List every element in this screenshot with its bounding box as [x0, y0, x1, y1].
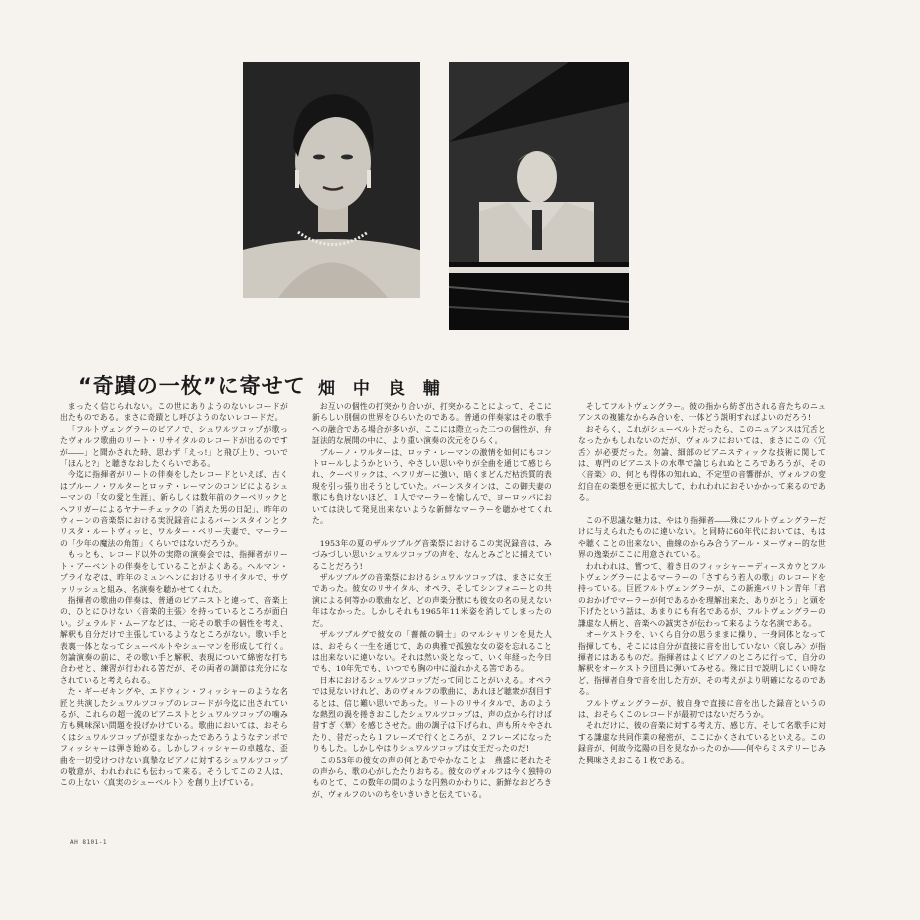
portrait-illustration: [243, 62, 420, 298]
paragraph: ブルーノ・ワルターは、ロッテ・レーマンの激情を如何にもコントロールしようかという、やさしい思いやりが全曲を通じて感じられ、クーベリックは、ヘフリガーに強い、暗くまどんだ枯渋質的表現を引っ張り出そうとしていた。バーンスタインは、この御夫妻の歌にも負けないほど、１人でマーラーを愉しんで、ヨーロッパにおいては決して発見出来ないような新鮮なマーラーを聴かせてくれた。: [312, 447, 552, 526]
catalog-code: AH 8101-1: [70, 839, 108, 846]
photo-man-at-piano: [449, 62, 629, 330]
paragraph: もっとも、レコード以外の実際の演奏会では、指揮者がリート・アーベントの伴奏をしていることがよくある。ヘルマン・プライなぞは、昨年のミュンヘンにおけるリサイタルで、サヴァリッシュと組み、名演奏を聴かせてくれた。: [60, 550, 288, 594]
text-column-2: [312, 401, 552, 800]
paragraph: フルトヴェングラーが、彼自身で直接に音を出した録音というのは、おそらくこのレコードが最初ではないだろうか。: [578, 698, 826, 719]
paragraph: 指揮者の歌曲の伴奏は、普通のピアニストと違って、音楽上の、ひとにひけない〈音楽的主張〉を持っているところが面白い。ジェラルド・ムーアなどは、一応その歌手の個性を考え、解釈も自分だけで主張しているようなところがない。歌い手と表裏一体となってシューベルトやシューマンを形成して行く。勿論演奏の前に、その歌い手と解釈、表現について綿密な打ち合わせと、練習が行われる筈だが、その両者の調節は充分になされていると考えられる。: [60, 595, 288, 685]
paragraph: ザルツブルグで彼女の「薔薇の騎士」のマルシャリンを見た人は、おそらく一生を通じて、あの典雅で孤独な女の姿を忘れることは出来ないに違いない。それは然い炎となって、いく年経った今日でも、10年先でも、いつでも胸の中に溢れかえる筈である。: [312, 630, 552, 674]
paragraph-spacer: [578, 504, 826, 515]
paragraph: それだけに、彼の音楽に対する考え方、感じ方、そして名歌手に対する謙虚な共同作業の秘密が、ここにかくされているといえる。この録音が、何故今迄陽の目を見なかったのか――何やらミステリーじみた興味さえおこる１枚である。: [578, 721, 826, 765]
paragraph: この53年の彼女の声の何とあでやかなことよ 燕盛に老れたその声から、歌の心がしたたりおちる。彼女のヴォルフは今く独特のものとて、この数年の間のような円熟のかわりに、新鮮なおどろきが、ヴォルフのいのちをいきいきと伝えている。: [312, 755, 552, 799]
paragraph: 日本におけるシュワルツコップだって同じことがいえる。オペラでは見ないけれど、あのヴォルフの歌曲に、あれほど聴衆が刮目するとは、信じ難い思いであった。リートのリサイタルで、あのような熱烈の渦を捲きおこしたシュワルツコップは、声の点から行けば昔すぎ〈華〉を感じさせた。曲の調子は下げられ、声も所々やされたり、昔だったら１フレーズで行くところが、２フレーズになったりもした。しかしやはりシュワルツコップは女王だったのだ!: [312, 675, 552, 754]
author-name: 畑 中 良 輔: [318, 379, 446, 399]
text-column-1: [60, 401, 288, 789]
paragraph: お互いの個性の打突かり合いが、打突かることによって、そこに新らしい別個の世界をひらいたのである。普通の伴奏家はその歌手への融合である場合が多いが、ここには際立った二つの個性が、弁証法的な展開の中に、より重い演奏の次元をひらく。: [312, 402, 552, 446]
paragraph: 「フルトヴェングラーのピアノで、シュワルツコップが歌ったヴォルフ歌曲のリート・リサイタルのレコードが出るのですが――」と聞かされた時、思わず「えっ!」と飛び上り、ついで「ほんと?」と聴きなおしたくらいである。: [60, 424, 288, 469]
paragraph-spacer: [312, 526, 552, 537]
paragraph: 今迄に指揮者がリートの伴奏をしたレコードといえば、古くはブルーノ・ワルターとロッテ・レーマンのコンビによるシューマンの「女の愛と生涯」、新らしくは数年前のクーベリックとヘフリガーによるヤナーチェックの「消えた男の日記」、昨年のウィーンの音楽祭における実況録音によるバーンスタインとクリスタ・ルートヴィッヒ、ワルター・ベリー夫妻で、マーラーの「少年の魔法の角笛」くらいではないだろうか。: [60, 470, 288, 548]
paragraph: そしてフルトヴェングラー。彼の指から紡ぎ出される音たちのニュアンスの複雑なからみ合いを、一体どう説明すればよいのだろう!: [578, 402, 826, 423]
pianist-illustration: [449, 62, 629, 330]
paragraph: 1953年の夏のザルツブルグ音楽祭におけるこの実況録音は、みづみづしい思いシュワルツコップの声を、なんとみごとに捕えていることだろう!: [312, 538, 552, 571]
paragraph: われわれは、嘗つて、着き日のフィッシャー＝ディースカウとフルトヴェングラーによるマーラーの「さすらう若人の歌」のレコードを持っている。巨匠フルトヴェングラーが、この新進バリトン青年「君のおかげでマーラーが何であるかを理解出来た、ありがとう」と頭を下げたという話は、あまりにも有名であるが、フルトヴェングラーの謙虚な人柄と、音楽への誠実さが伝わって来るような名演である。: [578, 561, 826, 628]
paragraph: まったく信じられない。この世にありようのないレコードが出たものである。まさに奇蹟とし呼びようのないレコードだ。: [60, 402, 288, 423]
article-title: “奇蹟の一枚”に寄せて: [78, 374, 306, 398]
paragraph: この不思議な魅力は、やはり指揮者――殊にフルトヴェングラーだけに与えられたものに違いない。と同時に60年代においては、もはや聴くことの出来ない、曲線のからみ合うアール・ヌーヴォー的な世界の逸楽がここに用意されている。: [578, 516, 826, 560]
text-column-3: [578, 401, 826, 766]
paragraph: た・ギーゼキングや、エドウィン・フィッシャーのような名匠と共演したシュワルツコップのレコードが今迄に出されているが、これらの超一流のピアニストとシュワルツコップの噛み方も興味深い問題を投げかけている。歌曲においては、おそらくはシュワルツコップが望まなかったであろうようなテンポでフィッシャーは弾き始める。しかしフィッシャーの卓越な、歪曲を一切受けつけない真摯なピアノに対するシュワルツコップの敬意が、われわれにも伝わって来る。そうしてこの２人は、この上ない〈真実のシューベルト〉を創り上げている。: [60, 687, 288, 788]
paragraph: オーケストラを、いくら自分の思うままに操り、一身同体となって指揮しても、そこには自分が直接に音を出していない〈哀しみ〉が指揮者にはあるものだ。指揮者はよくピアノのところに行って、自分の解釈をオーケストラ団員に弾いてみせる。殊に日で説明しにくい時など、指揮者自身で音を出した方が、その考えがより明確になるのである。: [578, 630, 826, 697]
paragraph: おそらく、これがシューベルトだったら、このニュアンスは冗舌となったかもしれないのだが、ヴォルフにおいては、まさにこの〈冗舌〉が必要だった。勿論、細部のピアニスティックな技術に関しては、専門のピアニストの水準で論じられぬところであろうが、その〈音楽〉の、何とも得体の知れぬ、不定型の音響群が、ヴォルフの変幻自在の楽想を更に拡大して、われわれにおそいかかって来るのである。: [578, 424, 826, 503]
paragraph: ザルツブルグの音楽祭におけるシュワルツコップは、まさに女王であった。彼女のリサイタル、オペラ、そしてシンフォニーとの共演による何等かの歌曲など、どの声楽分獣にも彼女の名の見えない年はなかった。しかしそれも1965年11米姿を消してしまったのだ。: [312, 573, 552, 628]
photo-woman-portrait: [243, 62, 420, 298]
